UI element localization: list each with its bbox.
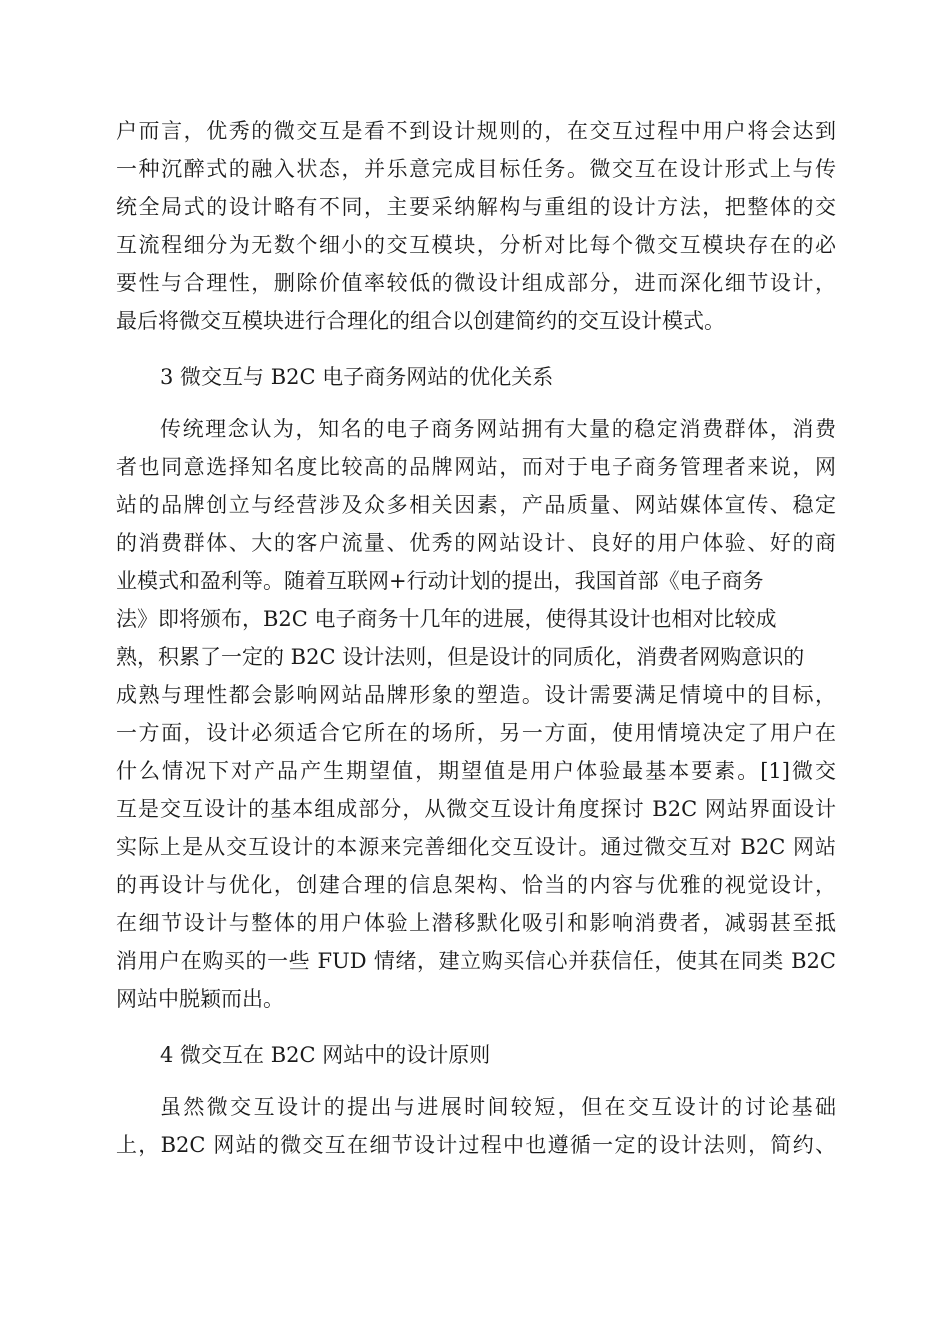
paragraph-line: 互是交互设计的基本组成部分，从微交互设计角度探讨 B2C 网站界面设计: [116, 797, 836, 821]
paragraph-line: 的消费群体、大的客户流量、优秀的网站设计、良好的用户体验、好的商: [116, 531, 836, 555]
paragraph-line: 虽然微交互设计的提出与进展时间较短，但在交互设计的讨论基础: [160, 1095, 836, 1119]
section-heading-3: 3 微交互与 B2C 电子商务网站的优化关系: [160, 365, 554, 389]
paragraph-line: 传统理念认为，知名的电子商务网站拥有大量的稳定消费群体，消费: [160, 417, 836, 441]
paragraph-line: 要性与合理性，删除价值率较低的微设计组成部分，进而深化细节设计，: [116, 271, 836, 295]
paragraph-line: 最后将微交互模块进行合理化的组合以创建简约的交互设计模式。: [116, 309, 725, 333]
paragraph-line: 一方面，设计必须适合它所在的场所，另一方面，使用情境决定了用户在: [116, 721, 836, 745]
paragraph-line: 什么情况下对产品产生期望值，期望值是用户体验最基本要素。[1]微交: [116, 759, 836, 783]
paragraph-line: 消用户在购买的一些 FUD 情绪，建立购买信心并获信任，使其在同类 B2C: [116, 949, 836, 973]
paragraph-line: 一种沉醉式的融入状态，并乐意完成目标任务。微交互在设计形式上与传: [116, 157, 836, 181]
paragraph-line: 站的品牌创立与经营涉及众多相关因素，产品质量、网站媒体宣传、稳定: [116, 493, 836, 517]
paragraph-line: 网站中脱颖而出。: [116, 987, 284, 1011]
paragraph-line: 实际上是从交互设计的本源来完善细化交互设计。通过微交互对 B2C 网站: [116, 835, 836, 859]
paragraph-line: 成熟与理性都会影响网站品牌形象的塑造。设计需要满足情境中的目标，: [116, 683, 836, 707]
paragraph-line: 熟，积累了一定的 B2C 设计法则，但是设计的同质化，消费者网购意识的: [116, 645, 805, 669]
paragraph-line: 在细节设计与整体的用户体验上潜移默化吸引和影响消费者，减弱甚至抵: [116, 911, 836, 935]
paragraph-line: 业模式和盈利等。随着互联网+行动计划的提出，我国首部《电子商务: [116, 569, 764, 593]
paragraph-line: 法》即将颁布，B2C 电子商务十几年的进展，使得其设计也相对比较成: [116, 607, 777, 631]
paragraph-line: 互流程细分为无数个细小的交互模块，分析对比每个微交互模块存在的必: [116, 233, 836, 257]
paragraph-line: 者也同意选择知名度比较高的品牌网站，而对于电子商务管理者来说，网: [116, 455, 836, 479]
paragraph-line: 统全局式的设计略有不同，主要采纳解构与重组的设计方法，把整体的交: [116, 195, 836, 219]
section-heading-4: 4 微交互在 B2C 网站中的设计原则: [160, 1043, 491, 1067]
paragraph-line: 户而言，优秀的微交互是看不到设计规则的，在交互过程中用户将会达到: [116, 119, 836, 143]
paragraph-line: 的再设计与优化，创建合理的信息架构、恰当的内容与优雅的视觉设计，: [116, 873, 836, 897]
paragraph-line: 上，B2C 网站的微交互在细节设计过程中也遵循一定的设计法则，简约、: [116, 1133, 836, 1157]
